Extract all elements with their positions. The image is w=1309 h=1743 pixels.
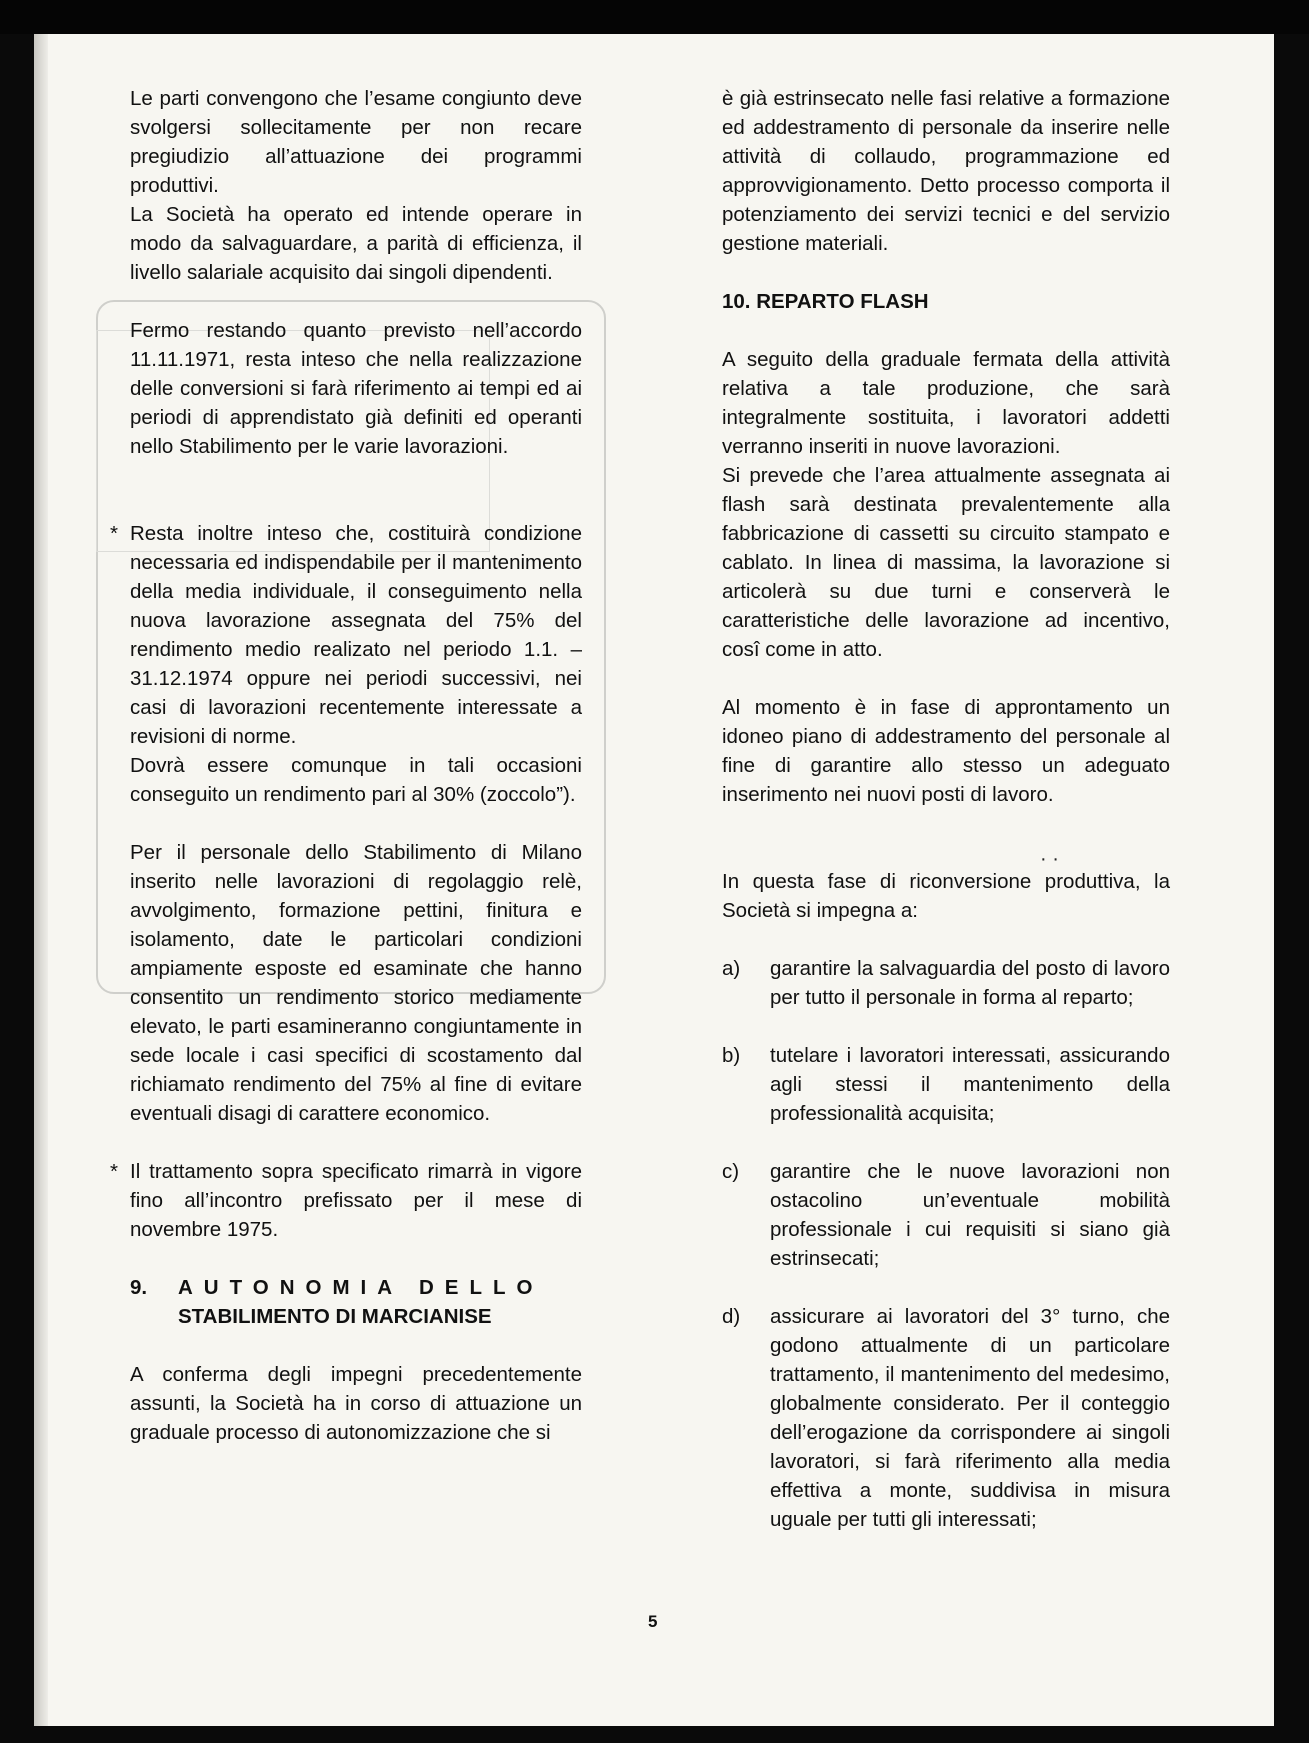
paragraph: Fermo restando quanto previsto nell’accordo 11.11.1971, resta inteso che nella realizzazione delle conversioni si farà riferimento ai tempi ed ai periodi di apprendistato già definiti ed operanti nello Stabilimento per le varie lavorazioni. xyxy=(130,319,582,458)
list-text: garantire la salvaguardia del posto di lavoro per tutto il personale in forma al reparto; xyxy=(770,957,1170,1009)
paragraph: In questa fase di riconversione produttiva, la Società si impegna a: xyxy=(722,870,1170,922)
list-item xyxy=(722,1041,1170,1128)
list-text: garantire che le nuove lavorazioni non ostacolino un’eventuale mobilità professionale i cui requisiti si siano già estrinsecati; xyxy=(770,1160,1170,1270)
paragraph: Dovrà essere comunque in tali occasioni conseguito un rendimento pari al 30% (zoccolo”). xyxy=(130,754,582,806)
section-10-heading: 10. REPARTO FLASH xyxy=(722,290,929,313)
list-label: d) xyxy=(722,1305,741,1328)
asterisk-mark: * xyxy=(110,1160,118,1183)
left-column xyxy=(110,84,582,1447)
paragraph: Si prevede che l’area attualmente assegnata ai flash sarà destinata prevalentemente alla fabbricazione di cassetti su circuito stampato e cablato. In linea di massima, la lavorazione si articolerà su due turni e conserverà le caratteristiche delle lavorazione ad incentivo, cosî come in atto. xyxy=(722,464,1170,661)
paragraph: A conferma degli impegni precedentemente assunti, la Società ha in corso di attuazione un graduale processo di autonomizzazione che si xyxy=(130,1363,582,1444)
asterisk-paragraph xyxy=(110,1157,582,1244)
list-label: b) xyxy=(722,1044,741,1067)
paragraph: Per il personale dello Stabilimento di Milano inserito nelle lavorazioni di regolaggio relè, avvolgimento, formazione pettini, finitura e isolamento, date le particolari condizioni ampiamente esposte ed esaminate che hanno consentito un rendimento storico mediamente elevato, le parti esamineranno congiuntamente in sede locale i casi specifici di scostamento dal richiamato rendimento del 75% al fine di evitare eventuali disagi di carattere economico. xyxy=(130,841,582,1125)
section-title-line: AUTONOMIA DELLO xyxy=(178,1276,544,1299)
list-item xyxy=(722,954,1170,1012)
top-scan-border xyxy=(0,0,1309,34)
paragraph: La Società ha operato ed intende operare in modo da salvaguardare, a parità di efficienza, il livello salariale acquisito dai singoli dipendenti. xyxy=(130,203,582,284)
page-spine-shadow xyxy=(34,34,48,1726)
paragraph: Resta inoltre inteso che, costituirà condizione necessaria ed indispendabile per il mantenimento della media individuale, il conseguimento nella nuova lavorazione assegnata del 75% del rendimento medio realizato nel periodo 1.1. – 31.12.1974 oppure nei periodi successivi, nei casi di lavorazioni recentemente interessate a revisioni di norme. xyxy=(130,522,582,748)
list-text: assicurare ai lavoratori del 3° turno, che godono attualmente di un particolare trattamento, il mantenimento del medesimo, globalmente considerato. Per il conteggio dell’erogazione da corrispondere ai singoli lavoratori, si farà riferimento alla media effettiva a monte, suddivisa in misura uguale per tutti gli interessati; xyxy=(770,1305,1170,1531)
right-column xyxy=(722,84,1170,1534)
section-title-line: STABILIMENTO DI MARCIANISE xyxy=(178,1305,492,1328)
paragraph: Al momento è in fase di approntamento un idoneo piano di addestramento del personale al fine di garantire allo stesso un adeguato inserimento nei nuovi posti di lavoro. xyxy=(722,696,1170,806)
section-9-heading xyxy=(130,1273,582,1331)
list-text: tutelare i lavoratori interessati, assicurando agli stessi il mantenimento della professionalità acquisita; xyxy=(770,1044,1170,1125)
list-item xyxy=(722,1157,1170,1273)
paragraph: Il trattamento sopra specificato rimarrà in vigore fino all’incontro prefissato per il mese di novembre 1975. xyxy=(130,1160,582,1241)
asterisk-mark: * xyxy=(110,522,118,545)
paragraph: è già estrinsecato nelle fasi relative a formazione ed addestramento di personale da inserire nelle attività di collaudo, programmazione ed approvvigionamento. Detto processo comporta il potenziamento dei servizi tecnici e del servizio gestione materiali. xyxy=(722,87,1170,255)
list-label: a) xyxy=(722,957,741,980)
section-number: 9. xyxy=(130,1276,148,1299)
page-number: 5 xyxy=(648,1612,658,1631)
paragraph: Le parti convengono che l’esame congiunto deve svolgersi sollecitamente per non recare pregiudizio all’attuazione dei programmi produttivi. xyxy=(130,87,582,197)
paragraph: A seguito della graduale fermata della attività relativa a tale produzione, che sarà integralmente sostituita, i lavoratori addetti verranno inseriti in nuove lavorazioni. xyxy=(722,348,1170,458)
list-label: c) xyxy=(722,1160,740,1183)
stray-dots: · · xyxy=(1040,848,1059,870)
list-item xyxy=(722,1302,1170,1534)
asterisk-paragraph xyxy=(110,519,582,751)
